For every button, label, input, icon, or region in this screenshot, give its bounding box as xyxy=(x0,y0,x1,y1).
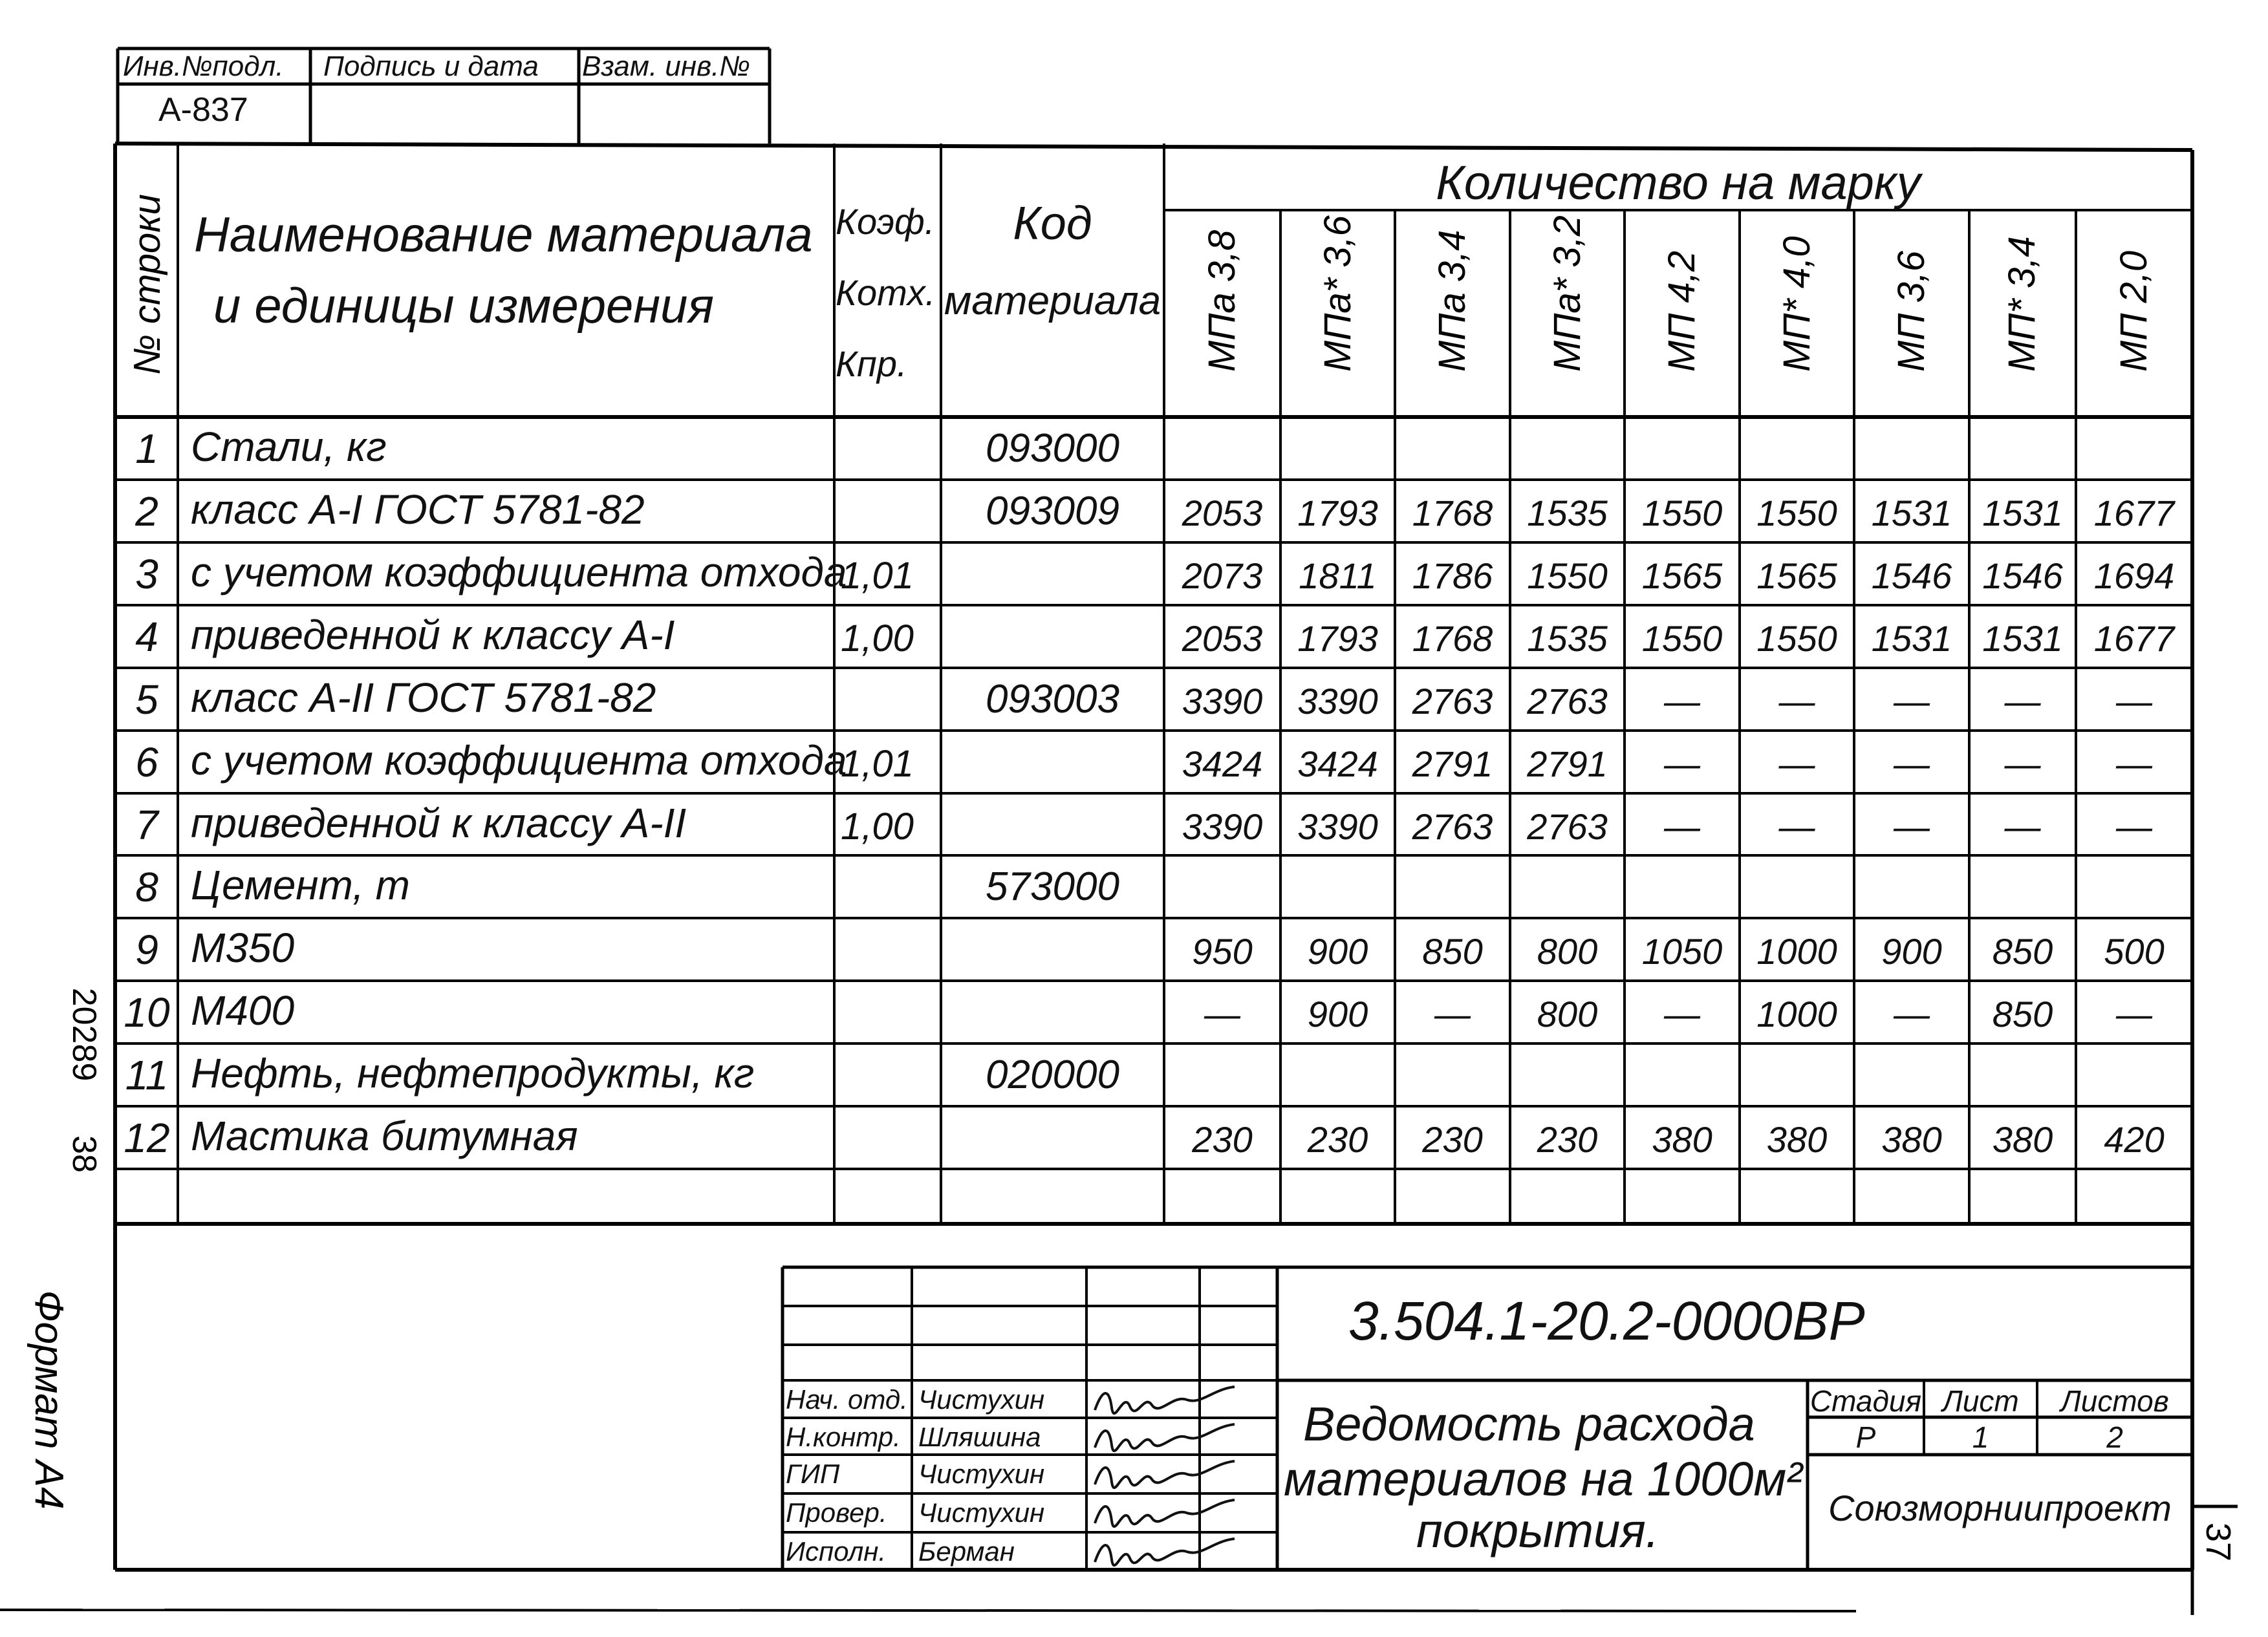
organization-name: Союзморниипроект xyxy=(1828,1488,2172,1528)
row-material-name: Цемент, т xyxy=(191,862,410,908)
format-label: Формат А4 xyxy=(27,1290,71,1510)
row-quantity-cell: 1550 xyxy=(1641,618,1723,659)
signature-scribble xyxy=(1090,1382,1238,1418)
row-coefficient: 1,00 xyxy=(841,806,914,848)
row-quantity-cell: 2073 xyxy=(1182,555,1263,596)
mark-header-9: МП 2,0 xyxy=(2113,250,2155,372)
mark-header-1: МПа 3,8 xyxy=(1201,230,1243,372)
row-quantity-cell: 3390 xyxy=(1182,806,1263,847)
row-quantity-cell: — xyxy=(2004,806,2041,847)
row-quantity-cell: 1531 xyxy=(1871,493,1952,533)
row-quantity-cell: 900 xyxy=(1881,931,1942,972)
row-quantity-cell: 2763 xyxy=(1527,806,1608,847)
row-quantity-cell: — xyxy=(2116,744,2152,784)
row-quantity-cell: 2791 xyxy=(1412,744,1493,784)
row-material-name: приведенной к классу А-II xyxy=(191,800,687,846)
row-quantity-cell: 1677 xyxy=(2093,493,2175,533)
row-quantity-cell: 900 xyxy=(1307,931,1368,972)
document-title-line1: Ведомость расхода xyxy=(1303,1397,1755,1451)
row-number: 9 xyxy=(135,926,158,973)
row-quantity-cell: — xyxy=(1778,744,1815,784)
row-quantity-cell: — xyxy=(2004,681,2041,722)
row-quantity-cell: — xyxy=(2116,806,2152,847)
row-quantity-cell: 1531 xyxy=(1982,618,2063,659)
row-quantity-cell: 800 xyxy=(1537,931,1598,972)
row-quantity-cell: 2763 xyxy=(1527,681,1608,722)
row-quantity-cell: 2053 xyxy=(1182,493,1263,533)
row-material-name: М400 xyxy=(191,987,295,1034)
row-quantity-cell: 850 xyxy=(1992,994,2053,1034)
row-quantity-cell: 1793 xyxy=(1297,493,1378,533)
sheet-value: 1 xyxy=(1972,1420,1989,1454)
row-quantity-cell: — xyxy=(1434,994,1471,1034)
row-quantity-cell: 1565 xyxy=(1641,555,1723,596)
row-quantity-cell: 1565 xyxy=(1756,555,1837,596)
row-quantity-cell: 3424 xyxy=(1182,744,1263,784)
row-quantity-cell: 850 xyxy=(1992,931,2053,972)
signer-role: Н.контр. xyxy=(786,1422,901,1452)
document-title-line2: материалов на 1000м² xyxy=(1284,1452,1802,1506)
sheets-label: Листов xyxy=(2060,1384,2169,1418)
header-name-line2: и единицы измерения xyxy=(213,279,714,334)
document-title-line3: покрытия. xyxy=(1416,1504,1659,1557)
album-page-number: 38 xyxy=(65,1135,103,1173)
row-coefficient: 1,01 xyxy=(841,743,914,785)
stage-value: Р xyxy=(1855,1420,1876,1454)
row-quantity-cell: 1811 xyxy=(1299,555,1377,596)
row-quantity-cell: 3424 xyxy=(1297,744,1378,784)
row-material-name: класс А-II ГОСТ 5781-82 xyxy=(191,674,656,721)
row-coefficient: 1,00 xyxy=(841,617,914,659)
signature-scribble xyxy=(1090,1419,1238,1455)
signer-role: Исполн. xyxy=(786,1536,887,1567)
row-quantity-cell: 2791 xyxy=(1527,744,1608,784)
row-material-code: 093003 xyxy=(986,677,1119,722)
row-quantity-cell: 1546 xyxy=(1982,555,2063,596)
row-quantity-cell: 1550 xyxy=(1756,493,1837,533)
signer-name: Чистухин xyxy=(918,1497,1045,1528)
signer-name: Шляшина xyxy=(918,1422,1041,1452)
header-name-line1: Наименование материала xyxy=(194,208,813,262)
signature-scribble xyxy=(1090,1456,1238,1492)
stamp-inv-value: А-837 xyxy=(158,91,248,129)
row-material-name: Мастика битумная xyxy=(191,1113,578,1159)
row-quantity-cell: — xyxy=(1894,681,1930,722)
row-number: 7 xyxy=(135,802,158,848)
row-quantity-cell: — xyxy=(1894,744,1930,784)
header-coef-2: Котх. xyxy=(836,272,936,313)
mark-header-7: МП 3,6 xyxy=(1890,250,1932,372)
row-quantity-cell: — xyxy=(2116,994,2152,1034)
row-quantity-cell: 1677 xyxy=(2093,618,2175,659)
row-quantity-cell: — xyxy=(1894,994,1930,1034)
row-material-code: 020000 xyxy=(986,1053,1119,1097)
header-row-number: № строки xyxy=(126,194,168,375)
row-quantity-cell: 1550 xyxy=(1527,555,1608,596)
row-material-code: 573000 xyxy=(986,864,1119,909)
row-quantity-cell: — xyxy=(1778,806,1815,847)
row-quantity-cell: 500 xyxy=(2104,931,2165,972)
stamp-header-signature: Подпись и дата xyxy=(323,50,539,82)
row-quantity-cell: 950 xyxy=(1192,931,1253,972)
row-quantity-cell: — xyxy=(1664,681,1700,722)
row-quantity-cell: 380 xyxy=(1652,1119,1712,1160)
row-number: 8 xyxy=(135,864,158,910)
row-quantity-cell: 380 xyxy=(1881,1119,1942,1160)
row-quantity-cell: 3390 xyxy=(1182,681,1263,722)
header-code-line2: материала xyxy=(944,279,1161,323)
inventory-number-text: 20289 xyxy=(65,987,103,1082)
mark-header-3: МПа 3,4 xyxy=(1431,230,1473,372)
row-quantity-cell: 230 xyxy=(1307,1119,1368,1160)
row-number: 3 xyxy=(135,551,158,597)
row-quantity-cell: 1000 xyxy=(1756,994,1837,1034)
stage-label: Стадия xyxy=(1809,1384,1922,1418)
row-quantity-cell: — xyxy=(2116,681,2152,722)
row-number: 6 xyxy=(135,739,158,786)
row-quantity-cell: 1531 xyxy=(1982,493,2063,533)
row-quantity-cell: 1768 xyxy=(1412,618,1493,659)
row-number: 5 xyxy=(135,676,158,723)
stamp-header-replace: Взам. инв.№ xyxy=(582,50,750,82)
row-quantity-cell: 1535 xyxy=(1527,493,1608,533)
mark-header-8: МП* 3,4 xyxy=(2001,236,2043,372)
row-quantity-cell: — xyxy=(1664,994,1700,1034)
sheet-label: Лист xyxy=(1942,1384,2019,1418)
row-number: 2 xyxy=(135,488,158,535)
signature-scribble xyxy=(1090,1495,1238,1531)
inventory-number xyxy=(55,970,113,1099)
row-quantity-cell: 380 xyxy=(1992,1119,2053,1160)
row-material-name: Стали, кг xyxy=(191,423,387,470)
row-quantity-cell: 1531 xyxy=(1871,618,1952,659)
row-quantity-cell: 230 xyxy=(1422,1119,1483,1160)
row-coefficient: 1,01 xyxy=(841,555,914,597)
header-coef-3: Кпр. xyxy=(836,343,907,384)
stamp-header-inv: Инв.№подл. xyxy=(123,50,284,82)
row-quantity-cell: 3390 xyxy=(1297,806,1378,847)
mark-header-6: МП* 4,0 xyxy=(1776,236,1818,372)
signer-role: ГИП xyxy=(786,1459,840,1489)
row-quantity-cell: — xyxy=(1778,681,1815,722)
row-material-name: Нефть, нефтепродукты, кг xyxy=(191,1050,755,1097)
row-material-code: 093009 xyxy=(986,489,1119,533)
row-quantity-cell: 1768 xyxy=(1412,493,1493,533)
row-material-name: приведенной к классу А-I xyxy=(191,612,675,658)
row-quantity-cell: — xyxy=(1894,806,1930,847)
row-material-name: с учетом коэффициента отхода xyxy=(191,737,847,784)
signer-role: Нач. отд. xyxy=(786,1384,908,1415)
row-quantity-cell: 420 xyxy=(2104,1119,2165,1160)
row-quantity-cell: 900 xyxy=(1307,994,1368,1034)
document-code: 3.504.1-20.2-0000ВР xyxy=(1348,1290,1865,1351)
row-quantity-cell: 2763 xyxy=(1412,681,1493,722)
row-quantity-cell: — xyxy=(2004,744,2041,784)
row-quantity-cell: 1694 xyxy=(2093,555,2175,596)
row-number: 4 xyxy=(135,614,158,660)
mark-header-5: МП 4,2 xyxy=(1661,250,1703,372)
signer-name: Чистухин xyxy=(918,1384,1045,1415)
row-quantity-cell: 1550 xyxy=(1756,618,1837,659)
row-number: 12 xyxy=(124,1115,170,1161)
row-quantity-cell: 1000 xyxy=(1756,931,1837,972)
header-code-line1: Код xyxy=(1013,198,1092,250)
row-quantity-cell: — xyxy=(1664,744,1700,784)
row-quantity-cell: 1786 xyxy=(1412,555,1493,596)
row-material-code: 093000 xyxy=(986,426,1119,471)
row-quantity-cell: 380 xyxy=(1766,1119,1828,1160)
row-quantity-cell: 2053 xyxy=(1182,618,1263,659)
header-quantity-title: Количество на марку xyxy=(1436,156,1921,209)
row-quantity-cell: 800 xyxy=(1537,994,1598,1034)
row-quantity-cell: 230 xyxy=(1192,1119,1253,1160)
mark-header-4: МПа* 3,2 xyxy=(1546,215,1588,372)
signer-name: Берман xyxy=(918,1536,1015,1567)
row-quantity-cell: 850 xyxy=(1422,931,1483,972)
row-quantity-cell: 3390 xyxy=(1297,681,1378,722)
row-quantity-cell: 1546 xyxy=(1871,555,1952,596)
row-quantity-cell: 1050 xyxy=(1641,931,1723,972)
sheets-value: 2 xyxy=(2106,1420,2123,1454)
row-number: 10 xyxy=(124,989,170,1036)
row-quantity-cell: 1535 xyxy=(1527,618,1608,659)
row-quantity-cell: 1550 xyxy=(1641,493,1723,533)
row-quantity-cell: 230 xyxy=(1537,1119,1598,1160)
row-number: 11 xyxy=(125,1052,169,1098)
row-quantity-cell: 2763 xyxy=(1412,806,1493,847)
row-quantity-cell: 1793 xyxy=(1297,618,1378,659)
row-material-name: М350 xyxy=(191,925,295,971)
signer-role: Провер. xyxy=(786,1497,887,1528)
row-material-name: с учетом коэффициента отхода xyxy=(191,549,847,595)
row-quantity-cell: — xyxy=(1664,806,1700,847)
row-number: 1 xyxy=(135,425,158,472)
row-quantity-cell: — xyxy=(1204,994,1240,1034)
header-coef-1: Коэф. xyxy=(836,201,935,242)
signer-name: Чистухин xyxy=(918,1459,1045,1489)
signature-scribble xyxy=(1090,1534,1238,1570)
row-material-name: класс А-I ГОСТ 5781-82 xyxy=(191,486,645,533)
page-number: 37 xyxy=(2199,1522,2238,1562)
mark-header-2: МПа* 3,6 xyxy=(1317,215,1359,372)
